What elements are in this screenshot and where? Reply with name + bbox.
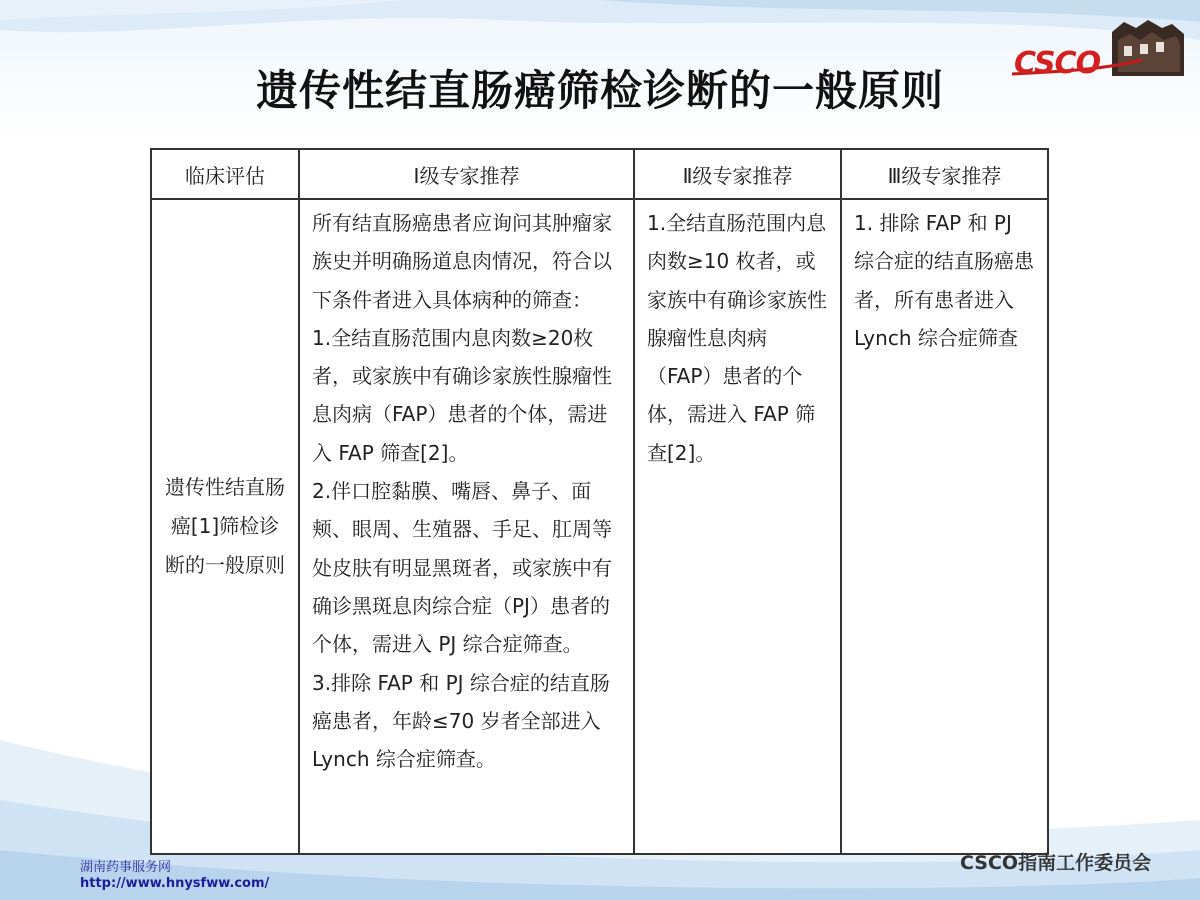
recommendation-table — [150, 148, 1049, 855]
header-level-1: Ⅰ级专家推荐 — [299, 149, 634, 199]
level-1-cell — [299, 199, 634, 854]
level-3-cell — [841, 199, 1048, 854]
header-level-2: Ⅱ级专家推荐 — [634, 149, 841, 199]
table-header-row — [151, 149, 1048, 199]
level-2-text: 1.全结直肠范围内息肉数≥10 枚者，或家族中有确诊家族性腺瘤性息肉病（FAP）患者的个体，需进入 FAP 筛查[2]。 — [647, 211, 827, 465]
table-row — [151, 199, 1048, 854]
footer-committee: CSCO指南工作委员会 — [960, 852, 1152, 874]
header-level-3: Ⅲ级专家推荐 — [841, 149, 1048, 199]
footer-source — [80, 860, 269, 892]
row-label-cell — [151, 199, 299, 854]
level-1-intro: 所有结直肠癌患者应询问其肿瘤家族史并明确肠道息肉情况，符合以下条件者进入具体病种的筛查： — [312, 211, 612, 312]
level-2-cell — [634, 199, 841, 854]
level-1-item-3: 3.排除 FAP 和 PJ 综合症的结直肠癌患者，年龄≤70 岁者全部进入 Lynch 综合症筛查。 — [312, 670, 610, 772]
level-1-item-2: 2.伴口腔黏膜、嘴唇、鼻子、面颊、眼周、生殖器、手足、肛周等处皮肤有明显黑斑者，或家族中有确诊黑斑息肉综合症（PJ）患者的个体，需进入 PJ 综合症筛查。 — [312, 479, 612, 657]
slide-title: 遗传性结直肠癌筛检诊断的一般原则 — [255, 66, 944, 115]
footer-site-url[interactable]: http://www.hnysfww.com/ — [80, 876, 270, 891]
footer-site-name: 湖南药事服务网 — [80, 860, 172, 875]
header-clinical-assessment: 临床评估 — [151, 149, 299, 199]
level-1-item-1: 1.全结直肠范围内息肉数≥20枚者，或家族中有确诊家族性腺瘤性息肉病（FAP）患者的个体，需进入 FAP 筛查[2]。 — [312, 325, 612, 465]
level-3-text: 1. 排除 FAP 和 PJ 综合症的结直肠癌患者，所有患者进入 Lynch 综合症筛查 — [854, 211, 1034, 350]
row-label-text: 遗传性结直肠癌[1]筛检诊断的一般原则 — [165, 475, 285, 577]
logo-text: CSCO — [1014, 46, 1101, 81]
